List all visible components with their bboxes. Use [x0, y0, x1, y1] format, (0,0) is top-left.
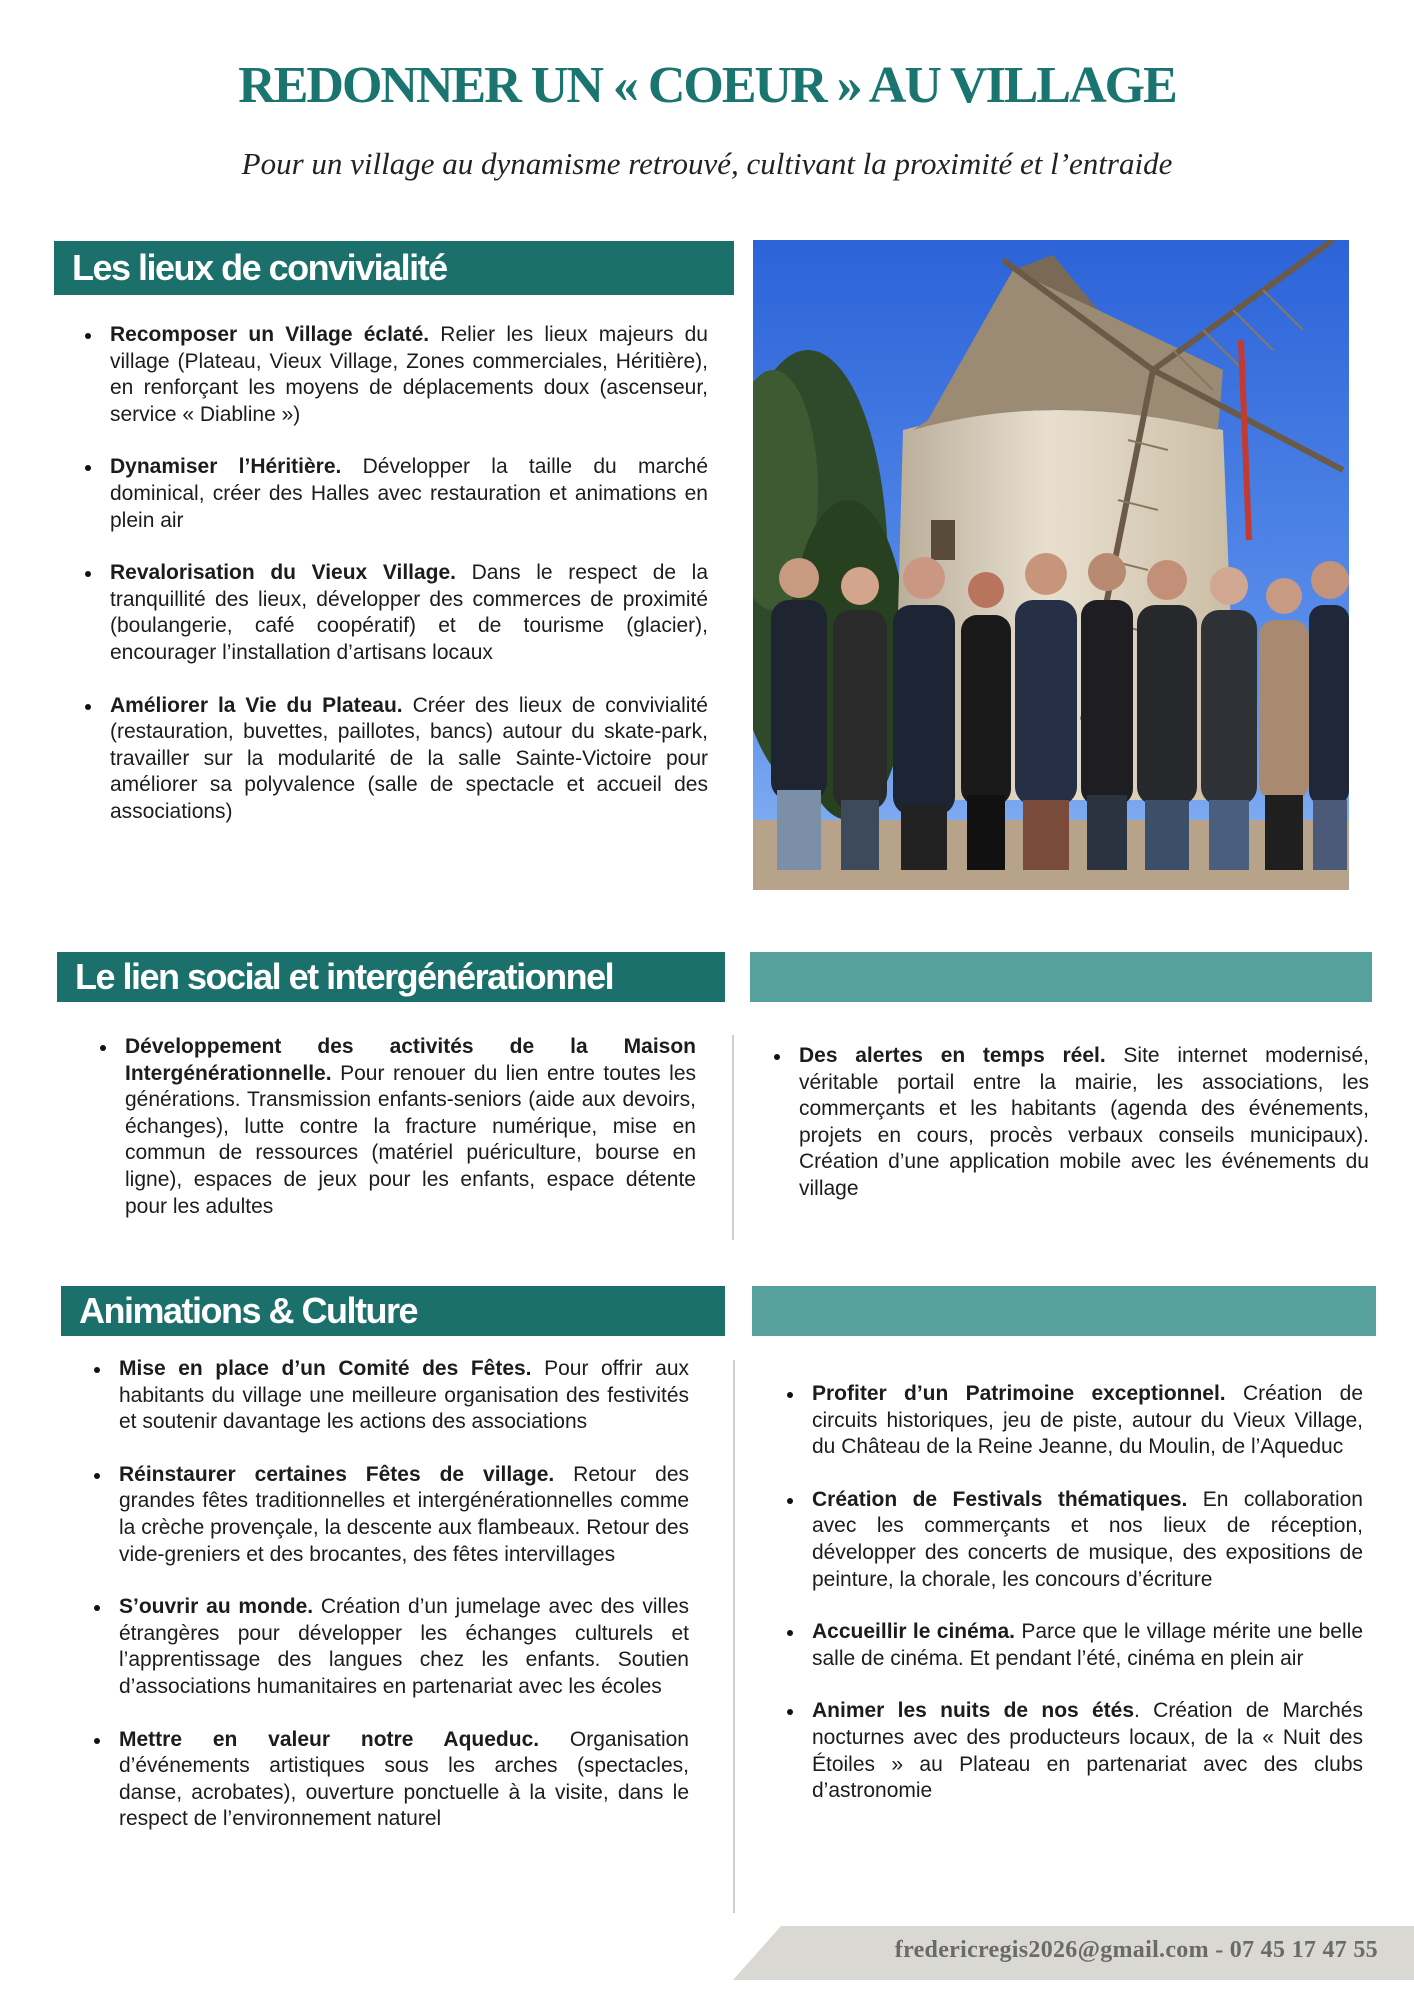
- list-item: [91, 1356, 689, 1436]
- list-item-text: Parce que le village mérite une belle salle de cinéma. Et pendant l’été, cinéma en plein air: [812, 1620, 1363, 1670]
- group-photo-windmill: [753, 240, 1349, 890]
- list-item-text: Relier les lieux majeurs du village (Plateau, Vieux Village, Zones commerciales, Héritière), en renforçant les moyens de déplacements doux (ascenseur, service « Diabline »): [110, 323, 708, 426]
- list-item: [91, 1462, 689, 1568]
- list-item-heading: Profiter d’un Patrimoine exceptionnel.: [812, 1382, 1226, 1405]
- list-item-text: Organisation d’événements artistiques sous les arches (spectacles, danse, acrobates), ouverture ponctuelle à la visite, dans le respect de l’environnement naturel: [119, 1727, 689, 1831]
- list-item-heading: Accueillir le cinéma.: [812, 1620, 1015, 1644]
- list-item-text: Pour renouer du lien entre toutes les générations. Transmission enfants-seniors (aide aux devoirs, échanges), lutte contre la fracture numérique, mise en commun de ressources (matériel puériculture, bourse en ligne), espaces de jeux pour les enfants, espace détente pour les adultes: [125, 1061, 696, 1218]
- list-item-heading: Revalorisation du Vieux Village.: [110, 561, 457, 585]
- footer-contact: fredericregis2026@gmail.com - 07 45 17 47 55: [894, 1937, 1378, 1963]
- list-item-text: Création d’un jumelage avec des villes étrangères pour développer les échanges culturels et l’apprentissage des langues chez les enfants. Soutien d’associations humanitaires en partenariat avec les écoles: [119, 1595, 690, 1698]
- list-item-heading: Création de Festivals thématiques.: [812, 1487, 1188, 1511]
- list-item-text: . Création de Marchés nocturnes avec des producteurs locaux, de la « Nuit des Étoiles » au Plateau en partenariat avec des clubs d’astronomie: [812, 1699, 1363, 1803]
- section-title-lien-social: Le lien social et intergénérationnel: [57, 952, 725, 1002]
- list-item-text: Dans le respect de la tranquillité des lieux, développer des commerces de proximité (boulangerie, café coopératif) et de tourisme (glacier), encourager l’installation d’artisans locaux: [110, 561, 709, 664]
- list-item-text: Création de circuits historiques, jeu de piste, autour du Vieux Village, du Château de la Reine Jeanne, du Moulin, de l’Aqueduc: [812, 1382, 1364, 1459]
- list-item: [82, 322, 708, 428]
- list-item-heading: Animer les nuits de nos étés: [812, 1699, 1135, 1723]
- list-item: [91, 1727, 689, 1833]
- list-item-heading: Dynamiser l’Héritière.: [110, 455, 342, 479]
- convivialite-list: [82, 322, 708, 852]
- list-item: [784, 1619, 1363, 1672]
- list-item: [771, 1043, 1369, 1203]
- column-divider: [732, 1035, 734, 1240]
- list-item: [82, 693, 708, 826]
- page-subtitle: Pour un village au dynamisme retrouvé, cultivant la proximité et l’entraide: [241, 146, 1173, 181]
- lien-social-list-right: [771, 1043, 1369, 1229]
- list-item-text: Pour offrir aux habitants du village une meilleure organisation des festivités et soutenir davantage les actions des associations: [119, 1357, 689, 1434]
- list-item-text: En collaboration avec les commerçants et nos lieux de réception, développer des concerts de musique, des expositions de peinture, la chorale, les concours d’écriture: [812, 1487, 1363, 1591]
- list-item-heading: Recomposer un Village éclaté.: [110, 323, 430, 346]
- list-item-text: Développer la taille du marché dominical, créer des Halles avec restauration et animations en plein air: [110, 455, 708, 532]
- animations-list-right: [784, 1381, 1363, 1831]
- section-title-convivialite: Les lieux de convivialité: [54, 241, 734, 295]
- page-title: REDONNER UN « COEUR » AU VILLAGE: [238, 57, 1176, 114]
- list-item-text: Retour des grandes fêtes traditionnelles et intergénérationnelles comme la crèche provençale, la descente aux flambeaux. Retour des vide-greniers et des brocantes, des fêtes intervillages: [119, 1462, 690, 1566]
- list-item-text: Créer des lieux de convivialité (restauration, buvettes, paillotes, bancs) autour du skate-park, travailler sur la modularité de la salle Sainte-Victoire pour améliorer sa polyvalence (salle de spectacle et accueil des associations): [110, 693, 708, 823]
- list-item: [97, 1034, 696, 1220]
- list-item-heading: S’ouvrir au monde.: [119, 1595, 314, 1619]
- animations-list-left: [91, 1356, 689, 1859]
- list-item-heading: Mise en place d’un Comité des Fêtes.: [119, 1357, 532, 1380]
- list-item: [784, 1487, 1363, 1593]
- list-item: [82, 454, 708, 534]
- list-item-heading: Améliorer la Vie du Plateau.: [110, 693, 403, 717]
- list-item-heading: Développement des activités de la Maison Intergénérationnelle.: [125, 1035, 696, 1085]
- section-bar-decoration: [750, 952, 1372, 1002]
- list-item: [91, 1594, 689, 1700]
- list-item: [784, 1381, 1363, 1461]
- list-item-heading: Mettre en valeur notre Aqueduc.: [119, 1727, 540, 1751]
- list-item: [784, 1698, 1363, 1804]
- section-title-animations: Animations & Culture: [61, 1286, 725, 1336]
- list-item-heading: Réinstaurer certaines Fêtes de village.: [119, 1462, 555, 1486]
- lien-social-list-left: [97, 1034, 696, 1246]
- column-divider: [733, 1360, 735, 1913]
- list-item: [82, 560, 708, 666]
- list-item-heading: Des alertes en temps réel.: [799, 1044, 1106, 1067]
- section-bar-decoration: [752, 1286, 1376, 1336]
- list-item-text: Site internet modernisé, véritable portail entre la mairie, les associations, les commerçants et les habitants (agenda des événements, projets en cours, procès verbaux conseils municipaux). Création d’une application mobile avec les événements du village: [799, 1044, 1369, 1200]
